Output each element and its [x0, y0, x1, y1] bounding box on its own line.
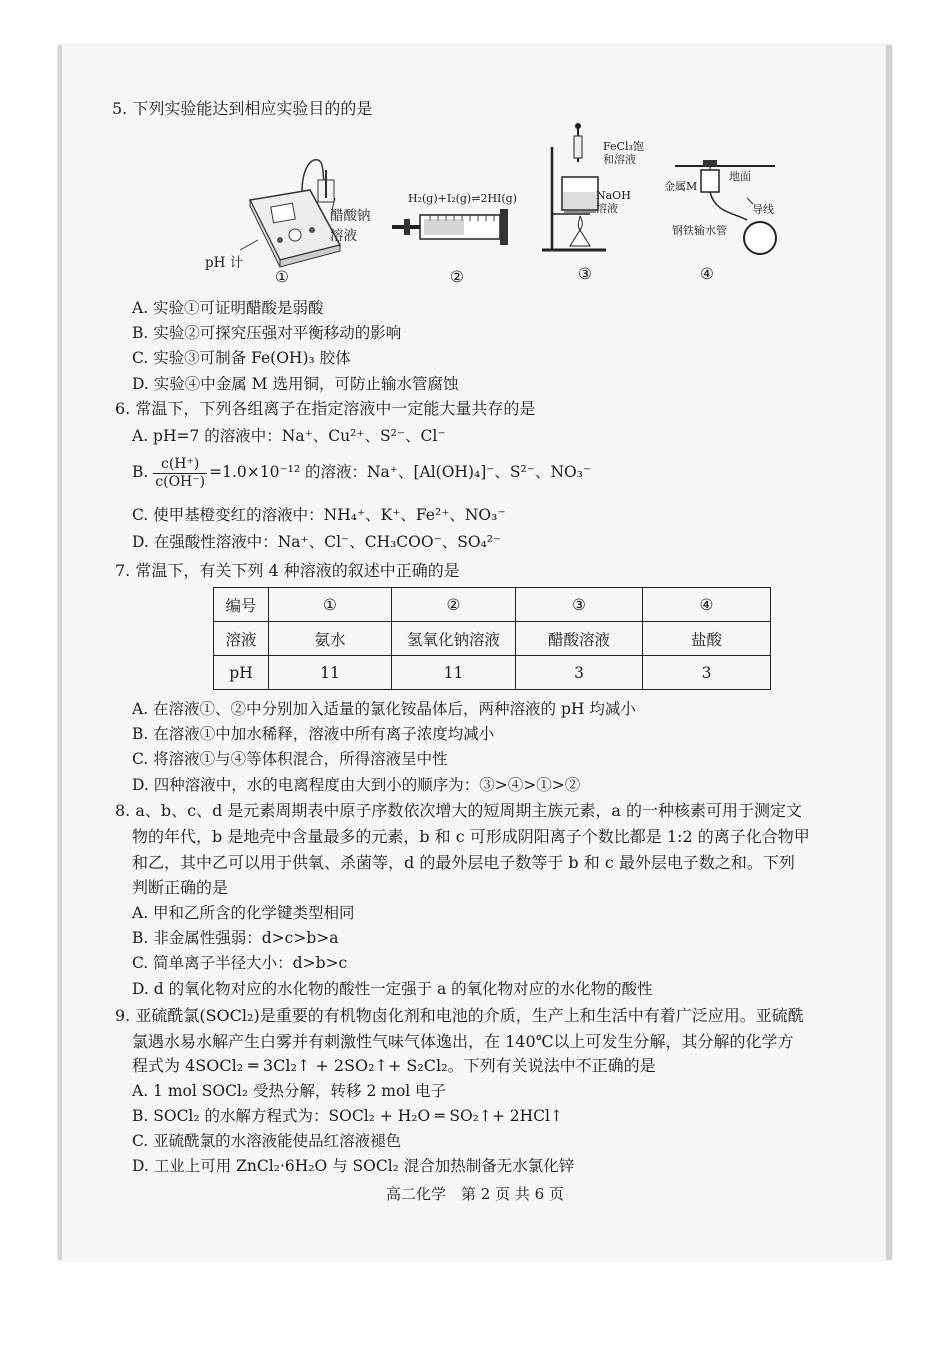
exp3-reagent-label: FeCl₃饱 [603, 140, 644, 153]
page-footer: 高二化学 第 2 页 共 6 页 [386, 1185, 564, 1203]
q8-line-3: 和乙，其中乙可以用于供氧、杀菌等，d 的最外层电子数等于 b 和 c 最外层电子数之和。下列 [132, 853, 795, 872]
q9-line-3: 程式为 4SOCl₂ ═ 3Cl₂↑ + 2SO₂↑+ S₂Cl₂。下列有关说法中不正确的是 [132, 1056, 656, 1075]
q9-option-a: A. 1 mol SOCl₂ 受热分解，转移 2 mol 电子 [132, 1082, 447, 1100]
q6-fraction-numerator: c(H⁺) [153, 456, 207, 474]
q5-stem: 5. 下列实验能达到相应实验目的的是 [112, 99, 373, 118]
q6-stem: 6. 常温下，下列各组离子在指定溶液中一定能大量共存的是 [115, 399, 536, 418]
cell-number-1: ① [269, 588, 392, 622]
q6-option-d: D. 在强酸性溶液中：Na⁺、Cl⁻、CH₃COO⁻、SO₄²⁻ [132, 533, 502, 551]
q7-option-d: D. 四种溶液中，水的电离程度由大到小的顺序为：③>④>①>② [132, 776, 581, 794]
q5-figure-2 [390, 205, 520, 250]
exp1-number: ① [275, 268, 289, 286]
cell-ph-4: 3 [643, 656, 771, 690]
q5-option-d: D. 实验④中金属 M 选用铜，可防止输水管腐蚀 [132, 375, 459, 393]
q6-fraction [153, 456, 207, 491]
q7-option-b: B. 在溶液①中加水稀释，溶液中所有离子浓度均减小 [132, 725, 495, 743]
cell-solution-1: 氨水 [269, 622, 392, 656]
exp3-naoh-label: NaOH [596, 189, 631, 202]
cell-solution-4: 盐酸 [643, 622, 771, 656]
q6-option-b-prefix: B. [132, 463, 149, 481]
exp2-number: ② [450, 268, 464, 286]
table-row [214, 622, 771, 656]
cell-ph-1: 11 [269, 656, 392, 690]
q6-option-c: C. 使甲基橙变红的溶液中：NH₄⁺、K⁺、Fe²⁺、NO₃⁻ [132, 506, 506, 524]
cell-solution-3: 醋酸溶液 [516, 622, 643, 656]
q6-option-b [132, 452, 591, 492]
q9-option-c: C. 亚硫酰氯的水溶液能使品红溶液褪色 [132, 1132, 402, 1150]
row-header-solution: 溶液 [214, 622, 269, 656]
exp4-number: ④ [700, 265, 714, 283]
cell-solution-2: 氢氧化钠溶液 [392, 622, 516, 656]
cell-ph-2: 11 [392, 656, 516, 690]
exp4-metal-label: 金属M [664, 180, 698, 193]
scan-edge-right [886, 45, 892, 1260]
q7-option-c: C. 将溶液①与④等体积混合，所得溶液呈中性 [132, 750, 448, 768]
table-row [214, 656, 771, 690]
exp1-solution-label: 醋酸钠 [330, 208, 371, 224]
table-row [214, 588, 771, 622]
q8-option-b: B. 非金属性强弱：d>c>b>a [132, 929, 339, 947]
scan-edge-left [58, 45, 62, 1260]
exp1-solution-label-2: 溶液 [330, 228, 357, 244]
exp3-number: ③ [578, 265, 592, 283]
cell-number-2: ② [392, 588, 516, 622]
q9-option-d: D. 工业上可用 ZnCl₂·6H₂O 与 SOCl₂ 混合加热制备无水氯化锌 [132, 1157, 575, 1175]
q8-option-d: D. d 的氧化物对应的水化物的酸性一定强于 a 的氧化物对应的水化物的酸性 [132, 980, 653, 998]
exp2-equation: H₂(g)+I₂(g)⇌2HI(g) [408, 192, 518, 205]
q7-stem: 7. 常温下，有关下列 4 种溶液的叙述中正确的是 [115, 561, 460, 580]
q5-option-a: A. 实验①可证明醋酸是弱酸 [132, 299, 324, 317]
exp4-pipe-label: 钢铁输水管 [672, 224, 727, 237]
cell-number-4: ④ [643, 588, 771, 622]
q8-line-4: 判断正确的是 [132, 878, 229, 897]
exp4-ground-label: 地面 [729, 170, 751, 183]
q9-line-2: 氯遇水易水解产生白雾并有刺激性气味气体逸出，在 140℃以上可发生分解，其分解的化学方 [132, 1032, 794, 1051]
q5-option-b: B. 实验②可探究压强对平衡移动的影响 [132, 324, 402, 342]
q6-option-a: A. pH=7 的溶液中：Na⁺、Cu²⁺、S²⁻、Cl⁻ [132, 427, 446, 445]
q7-table [213, 587, 771, 690]
q5-option-c: C. 实验③可制备 Fe(OH)₃ 胶体 [132, 349, 351, 367]
q8-line-1: 8. a、b、c、d 是元素周期表中原子序数依次增大的短周期主族元素，a 的一种核素可用于测定文 [115, 801, 803, 820]
exp3-naoh-label-2: 溶液 [596, 202, 618, 215]
q9-line-1: 9. 亚硫酰氯(SOCl₂)是重要的有机物卤化剂和电池的介质，生产上和生活中有着广泛应用。亚硫酰 [115, 1006, 804, 1025]
cell-ph-3: 3 [516, 656, 643, 690]
row-header-ph: pH [214, 656, 269, 690]
q8-option-c: C. 简单离子半径大小：d>b>c [132, 954, 348, 972]
q8-option-a: A. 甲和乙所含的化学键类型相同 [132, 904, 355, 922]
exp3-reagent-label-2: 和溶液 [603, 153, 636, 166]
q9-option-b: B. SOCl₂ 的水解方程式为：SOCl₂ + H₂O ═ SO₂↑+ 2HCl↑ [132, 1107, 563, 1125]
cell-number-3: ③ [516, 588, 643, 622]
q8-line-2: 物的年代，b 是地壳中含量最多的元素，b 和 c 可形成阴阳离子个数比都是 1:2 的离子化合物甲 [132, 827, 810, 846]
syringe-illustration [390, 205, 520, 250]
q6-fraction-denominator: c(OH⁻) [155, 473, 206, 490]
q7-option-a: A. 在溶液①、②中分别加入适量的氯化铵晶体后，两种溶液的 pH 均减小 [132, 700, 636, 718]
exp4-wire-label: 导线 [752, 203, 774, 216]
exp1-meter-label: pH 计 [205, 255, 244, 271]
q6-option-b-rest: =1.0×10⁻¹² 的溶液：Na⁺、[Al(OH)₄]⁻、S²⁻、NO₃⁻ [209, 463, 592, 481]
row-header-number: 编号 [214, 588, 269, 622]
